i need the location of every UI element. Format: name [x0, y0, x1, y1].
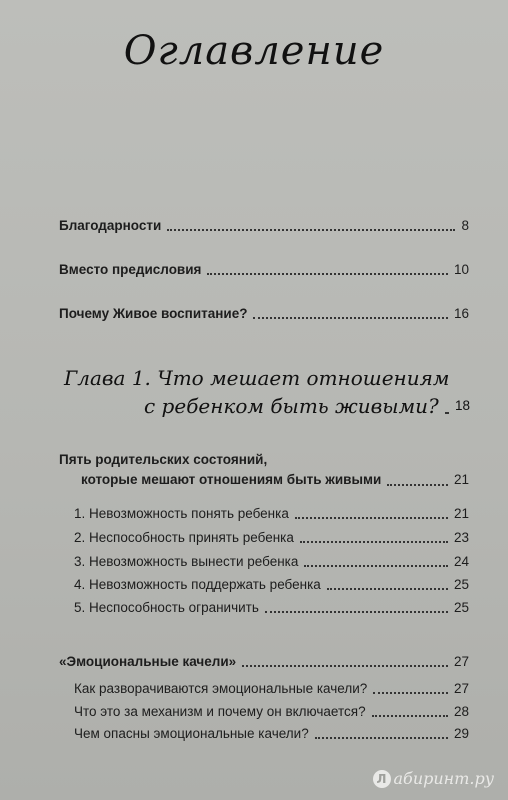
labirint-watermark [373, 769, 494, 788]
chapter-heading [60, 364, 470, 420]
toc-subentry-page: 27 [453, 681, 469, 696]
toc-subentry [74, 600, 469, 616]
toc-subentry-label: Как разворачиваются эмоциональные качели? [74, 681, 368, 696]
section-title-line1: Пять родительских состояний, [59, 452, 268, 467]
toc-subentry-label: 5. Неспособность ограничить [74, 600, 259, 615]
dot-leader [300, 541, 448, 543]
toc-entry-page: 27 [453, 654, 469, 669]
toc-subentry [74, 704, 469, 720]
toc-entry [59, 306, 469, 322]
toc-subentry-page: 28 [453, 704, 469, 719]
toc-subentry-label: 2. Неспособность принять ребенка [74, 530, 294, 545]
toc-entry-label: «Эмоциональные качели» [59, 654, 237, 669]
toc-subentry [74, 577, 469, 593]
section-page: 21 [453, 472, 469, 487]
dot-leader [445, 412, 449, 414]
dot-leader [372, 715, 448, 717]
toc-subentry-page: 24 [453, 554, 469, 569]
section-title-line2: которые мешают отношениям быть живыми [81, 472, 382, 487]
dot-leader [373, 692, 448, 694]
dot-leader [387, 484, 448, 486]
toc-entry-page: 16 [453, 306, 469, 321]
toc-subentry-page: 23 [453, 530, 469, 545]
toc-subentry [74, 726, 469, 742]
toc-subentry-page: 29 [453, 726, 469, 741]
toc-subentry-page: 21 [453, 506, 469, 521]
dot-leader [327, 588, 448, 590]
section-heading [59, 450, 469, 490]
toc-subentry-page: 25 [453, 577, 469, 592]
toc-subentry [74, 554, 469, 570]
dot-leader [265, 611, 448, 613]
dot-leader [315, 737, 448, 739]
toc-entry-label: Благодарности [59, 218, 162, 233]
toc-entry-page: 8 [461, 218, 469, 233]
toc-entry-label: Вместо предисловия [59, 262, 202, 277]
toc-subentry-page: 25 [453, 600, 469, 615]
toc-subentry-label: 3. Невозможность вынести ребенка [74, 554, 299, 569]
dot-leader [242, 665, 448, 667]
chapter-title-line1: Глава 1. Что мешает отношениям [64, 366, 450, 390]
dot-leader [207, 273, 448, 275]
dot-leader [304, 565, 448, 567]
toc-entry-page: 10 [453, 262, 469, 277]
chapter-title-line2: с ребенком быть живыми? [144, 394, 439, 418]
toc-subentry [74, 681, 469, 697]
toc-entry-label: Почему Живое воспитание? [59, 306, 248, 321]
toc-subentry-label: Чем опасны эмоциональные качели? [74, 726, 309, 741]
toc-subentry-label: 1. Невозможность понять ребенка [74, 506, 289, 521]
labirint-logo-icon: Л [373, 770, 391, 788]
toc-entry [59, 654, 469, 670]
dot-leader [167, 229, 455, 231]
toc-subentry-label: Что это за механизм и почему он включается? [74, 704, 366, 719]
toc-entry [59, 262, 469, 278]
toc-subentry-label: 4. Невозможность поддержать ребенка [74, 577, 321, 592]
toc-entry [59, 218, 469, 234]
toc-subentry [74, 530, 469, 546]
dot-leader [295, 517, 448, 519]
page-title: Оглавление [123, 28, 385, 74]
watermark-text: абиринт.ру [393, 769, 494, 788]
chapter-page: 18 [454, 398, 470, 413]
dot-leader [253, 317, 448, 319]
toc-subentry [74, 506, 469, 522]
